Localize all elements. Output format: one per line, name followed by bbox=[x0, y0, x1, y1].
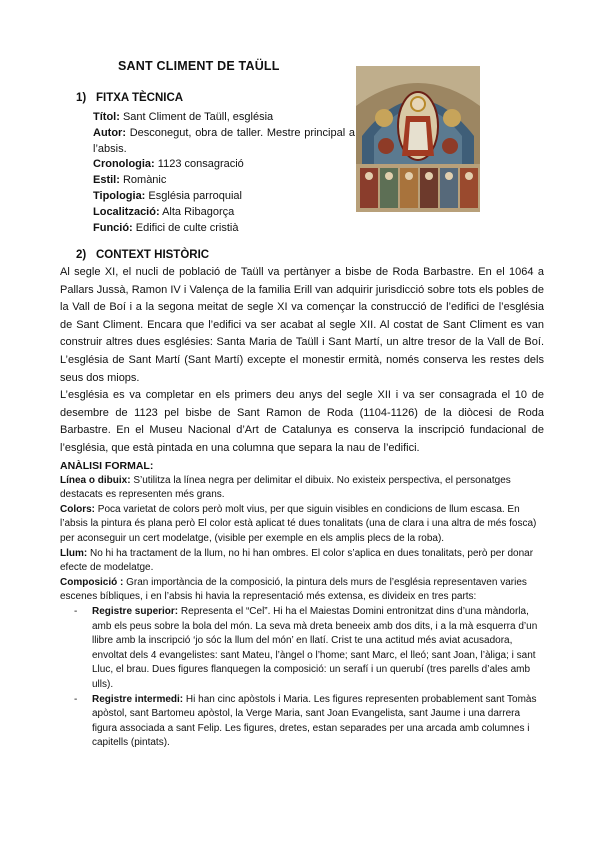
fitxa-row-chronology bbox=[93, 157, 355, 173]
analysis-text: No hi ha tractament de la llum, no hi han ombres. El color s’aplica en dues tonalitats, però per donar efecte de modelatge. bbox=[60, 547, 534, 574]
analysis-label: Llum: bbox=[60, 547, 88, 559]
section-title: CONTEXT HISTÒRIC bbox=[96, 249, 210, 261]
fitxa-row-function bbox=[93, 221, 355, 237]
analysis-item bbox=[60, 474, 544, 503]
register-item bbox=[60, 605, 544, 693]
page-title: SANT CLIMENT DE TAÜLL bbox=[118, 59, 280, 73]
analysis-label: Colors: bbox=[60, 503, 95, 515]
fitxa-value: Edifici de culte cristià bbox=[135, 221, 239, 234]
fitxa-row-typology bbox=[93, 189, 355, 205]
fitxa-row-location bbox=[93, 205, 355, 221]
register-text: Representa el “Cel”. Hi ha el Maiestas Domini entronitzat dins d’una màndorla, amb els peus sobre la bola del món. La seva mà dreta beneeix amb dos dits, i a la mà esquerra d’un llibre amb la inscripció ‘jo sóc la llum del món’ en llatí. Crist te una actitud més aviat acusadora, envoltat dels 4 evangelistes: sant Mateu, l’àngel o l’home; sant Marc, el lleó; sant Joan, l’àliga; i sant Lluc, el brau. Dues figures flanquegen la composició: un serafí i un querubí (tres parells d’ales amb ulls). bbox=[92, 605, 538, 690]
fitxa-label: Estil: bbox=[93, 174, 120, 187]
fitxa-value: Església parroquial bbox=[148, 189, 242, 202]
register-item bbox=[60, 693, 544, 751]
fitxa-value: Alta Ribagorça bbox=[162, 205, 235, 218]
context-paragraph: Al segle XI, el nucli de població de Taüll va pertànyer a bisbe de Roda Barbastre. En el 1064 a Pallars Jussà, Ramon IV i Valença de la familia Erill van adquirir jurisdicció sobre tots els pobles de la Vall de Boí i a la segona meitat de segle XI va començar la construcció de l’edifici de l’església de Sant Climent. Encara que l’edifici va ser acabat al segle XII. Al costat de Sant Climent es van construir altres dues esglésies: Santa Maria de Taüll i Sant Martí, un altre tresor de la Vall de Boí. L’església de Sant Martí (Sant Martí) excepte el monestir ermità, només conserva les restes dels seus dos miops. bbox=[60, 266, 544, 384]
register-label: Registre superior: bbox=[92, 605, 179, 617]
list-dash: - bbox=[74, 605, 78, 617]
fitxa-row-style bbox=[93, 173, 355, 189]
fitxa-row-title bbox=[93, 110, 355, 126]
section-1-heading bbox=[76, 92, 183, 104]
fitxa-value: Sant Climent de Taüll, església bbox=[122, 111, 274, 123]
fitxa-label: Localització: bbox=[93, 205, 160, 218]
fitxa-label: Cronologia: bbox=[93, 158, 155, 171]
section-number: 1) bbox=[76, 92, 87, 104]
fitxa-label: Tipologia: bbox=[93, 189, 146, 202]
fitxa-value: Desconegut, obra de taller. Mestre principal a l’absis. bbox=[93, 126, 355, 155]
analysis-text: Gran importància de la composició, la pintura dels murs de l’església representaven varies escenes bíbliques, i en l’absis hi havia la representació més extensa, es divideix en tres parts: bbox=[60, 576, 527, 603]
context-paragraph: L’església es va completar en els primers deu anys del segle XII i va ser consagrada el 10 de desembre de 1123 pel bisbe de Sant Ramon de Roda (1104-1126) de la diòcesi de Roda Barbastre. En el Museu Nacional d’Art de Catalunya es conserva la inscripció fundacional de l’església, que està pintada en una columna que separa la nau de l’edifici. bbox=[60, 389, 544, 454]
fitxa-row-author bbox=[93, 126, 355, 158]
analysis-text: Poca varietat de colors però molt vius, per que siguin visibles en condicions de llum escasa. En l’absis la pintura és plana però El color està aplicat té dues tonalitats (una de clara i una altra de més fosca) per aconseguir un cert modelatge, (visible per exemple en els amplis plecs de la roba). bbox=[60, 503, 537, 544]
analysis-text: S’utilitza la línea negra per delimitar el dibuix. No existeix perspectiva, el personatges destacats es representen més grans. bbox=[60, 474, 511, 501]
formal-analysis bbox=[60, 459, 544, 751]
apse-painting-image bbox=[356, 66, 480, 212]
register-label: Registre intermedi: bbox=[92, 693, 184, 705]
section-title: FITXA TÈCNICA bbox=[96, 92, 184, 104]
section-number: 2) bbox=[76, 249, 87, 261]
technical-sheet bbox=[93, 110, 355, 236]
analysis-item bbox=[60, 547, 544, 576]
analysis-label: Línea o dibuix: bbox=[60, 474, 131, 486]
register-text: Hi han cinc apòstols i Maria. Les figures representen probablement sant Tomàs apòstol, sant Bartomeu apòstol, la Verge Maria, sant Joan Evangelista, sant Jaume i una darrera figura associada a sant Felip. Les figures, dretes, estan separades per una arcada amb columnes i capitells (pintats). bbox=[92, 693, 537, 749]
fitxa-label: Autor: bbox=[93, 126, 126, 139]
analysis-item bbox=[60, 576, 544, 605]
historical-context bbox=[60, 264, 544, 458]
analysis-label: Composició : bbox=[60, 576, 124, 588]
section-2-heading bbox=[76, 249, 209, 261]
analysis-heading: ANÀLISI FORMAL: bbox=[60, 460, 154, 472]
fitxa-value: Romànic bbox=[122, 174, 167, 187]
list-dash: - bbox=[74, 693, 78, 705]
fitxa-label: Títol: bbox=[93, 111, 120, 123]
analysis-item bbox=[60, 503, 544, 547]
fitxa-label: Funció: bbox=[93, 221, 133, 234]
fitxa-value: 1123 consagració bbox=[157, 158, 244, 171]
